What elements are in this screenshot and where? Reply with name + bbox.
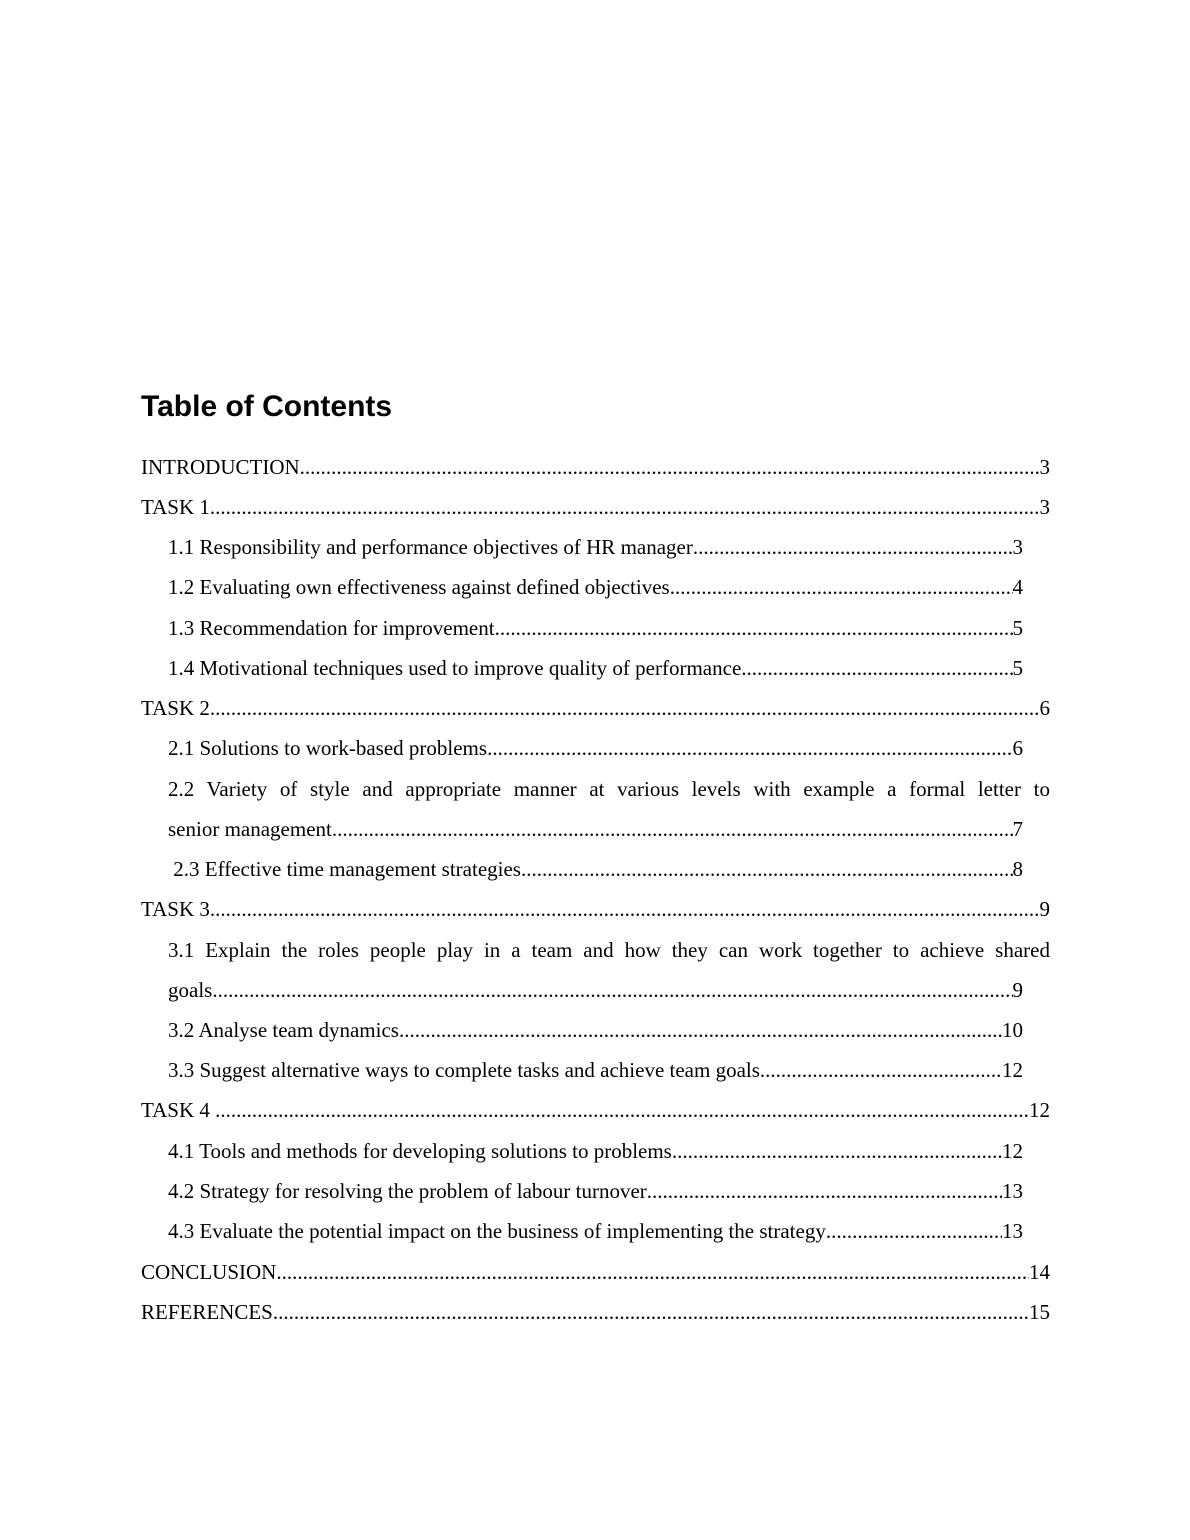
toc-page-number: 15 (1029, 1300, 1050, 1324)
toc-entry-text: 4.1 Tools and methods for developing solutions to problems (168, 1139, 672, 1163)
toc-entry-text: 3.3 Suggest alternative ways to complete tasks and achieve team goals (168, 1058, 760, 1082)
toc-page-number: 9 (1012, 978, 1023, 1002)
toc-title: Table of Contents (141, 390, 393, 423)
toc-entry-1-1[interactable] (168, 527, 1023, 567)
leader-dots (760, 1050, 1002, 1090)
toc-entry-task-2[interactable] (141, 688, 1050, 728)
leader-dots (300, 447, 1040, 487)
leader-dots (215, 1090, 1029, 1130)
toc-entry-4-1[interactable] (168, 1131, 1023, 1171)
toc-entry-3-1[interactable] (168, 930, 1050, 1010)
toc-entry-text: 3.1 Explain the roles people play in a team and how they can work together to achieve shared (168, 938, 1050, 962)
toc-entry-text: TASK 4 (141, 1098, 216, 1122)
toc-page-number: 14 (1029, 1260, 1050, 1284)
toc-entry-text: 1.2 Evaluating own effectiveness against defined objectives (168, 575, 670, 599)
leader-dots (670, 567, 1013, 607)
toc-entry-text: 2.3 Effective time management strategies (168, 857, 521, 881)
toc-entry-text: goals (168, 978, 213, 1002)
toc-entry-text: REFERENCES (141, 1300, 273, 1324)
leader-dots (210, 487, 1040, 527)
toc-entry-text: 4.3 Evaluate the potential impact on the business of implementing the strategy (168, 1219, 826, 1243)
toc-entry-text: 1.4 Motivational techniques used to improve quality of performance (168, 656, 742, 680)
toc-entry-conclusion[interactable] (141, 1252, 1050, 1292)
toc-page-number: 13 (1002, 1179, 1023, 1203)
toc-entry-references[interactable] (141, 1292, 1050, 1332)
toc-entry-text-line1 (168, 930, 1050, 970)
toc-entry-3-2[interactable] (168, 1010, 1023, 1050)
leader-dots (826, 1211, 1002, 1251)
toc-entry-text-line1 (168, 769, 1050, 809)
leader-dots (521, 849, 1013, 889)
leader-dots (210, 688, 1040, 728)
toc-entry-text: TASK 1 (141, 495, 210, 519)
toc-page-number: 12 (1029, 1098, 1050, 1122)
toc-page-number: 10 (1002, 1018, 1023, 1042)
leader-dots (210, 889, 1040, 929)
toc-entry-1-4[interactable] (168, 648, 1023, 688)
toc-page-number: 12 (1002, 1058, 1023, 1082)
toc-page-number: 5 (1012, 616, 1023, 640)
toc-page-number: 8 (1012, 857, 1023, 881)
leader-dots (273, 1292, 1029, 1332)
toc-page-number: 6 (1012, 736, 1023, 760)
leader-dots (741, 648, 1012, 688)
toc-entry-introduction[interactable] (141, 447, 1050, 487)
toc-entry-text: 1.1 Responsibility and performance objectives of HR manager (168, 535, 693, 559)
toc-page-number: 7 (1012, 817, 1023, 841)
toc-entry-text: 3.2 Analyse team dynamics (168, 1018, 399, 1042)
leader-dots (399, 1010, 1002, 1050)
leader-dots (693, 527, 1013, 567)
toc-page-number: 4 (1012, 575, 1023, 599)
toc-entry-text: TASK 3 (141, 897, 210, 921)
toc-entry-text: 2.2 Variety of style and appropriate manner at various levels with example a formal letter to (168, 777, 1050, 801)
toc-page-number: 3 (1039, 455, 1050, 479)
toc-page-number: 12 (1002, 1139, 1023, 1163)
toc-entry-2-2[interactable] (168, 769, 1050, 849)
toc-page-number: 13 (1002, 1219, 1023, 1243)
toc-entry-1-2[interactable] (168, 567, 1023, 607)
toc-entry-1-3[interactable] (168, 608, 1023, 648)
toc-entry-2-1[interactable] (168, 728, 1023, 768)
toc-entry-text: senior management (168, 817, 332, 841)
toc-entry-text: CONCLUSION (141, 1260, 277, 1284)
leader-dots (332, 809, 1013, 849)
leader-dots (212, 970, 1012, 1010)
toc-page-number: 5 (1012, 656, 1023, 680)
toc-entry-4-3[interactable] (168, 1211, 1023, 1251)
toc-page-number: 9 (1039, 897, 1050, 921)
toc-entry-text: 1.3 Recommendation for improvement (168, 616, 495, 640)
leader-dots (276, 1252, 1029, 1292)
toc-entry-task-3[interactable] (141, 889, 1050, 929)
toc-entry-text: TASK 2 (141, 696, 210, 720)
leader-dots (487, 728, 1012, 768)
leader-dots (495, 608, 1013, 648)
toc-entry-4-2[interactable] (168, 1171, 1023, 1211)
toc-entry-task-1[interactable] (141, 487, 1050, 527)
toc-entry-text: INTRODUCTION (141, 455, 300, 479)
toc-entry-3-3[interactable] (168, 1050, 1023, 1090)
leader-dots (672, 1131, 1002, 1171)
toc-page-number: 6 (1039, 696, 1050, 720)
toc-page-number: 3 (1012, 535, 1023, 559)
toc-page-number: 3 (1039, 495, 1050, 519)
toc-entry-task-4[interactable] (141, 1090, 1050, 1130)
leader-dots (647, 1171, 1002, 1211)
toc-entry-2-3[interactable] (168, 849, 1023, 889)
toc-entry-text: 4.2 Strategy for resolving the problem of labour turnover (168, 1179, 647, 1203)
toc-entry-text: 2.1 Solutions to work-based problems (168, 736, 488, 760)
